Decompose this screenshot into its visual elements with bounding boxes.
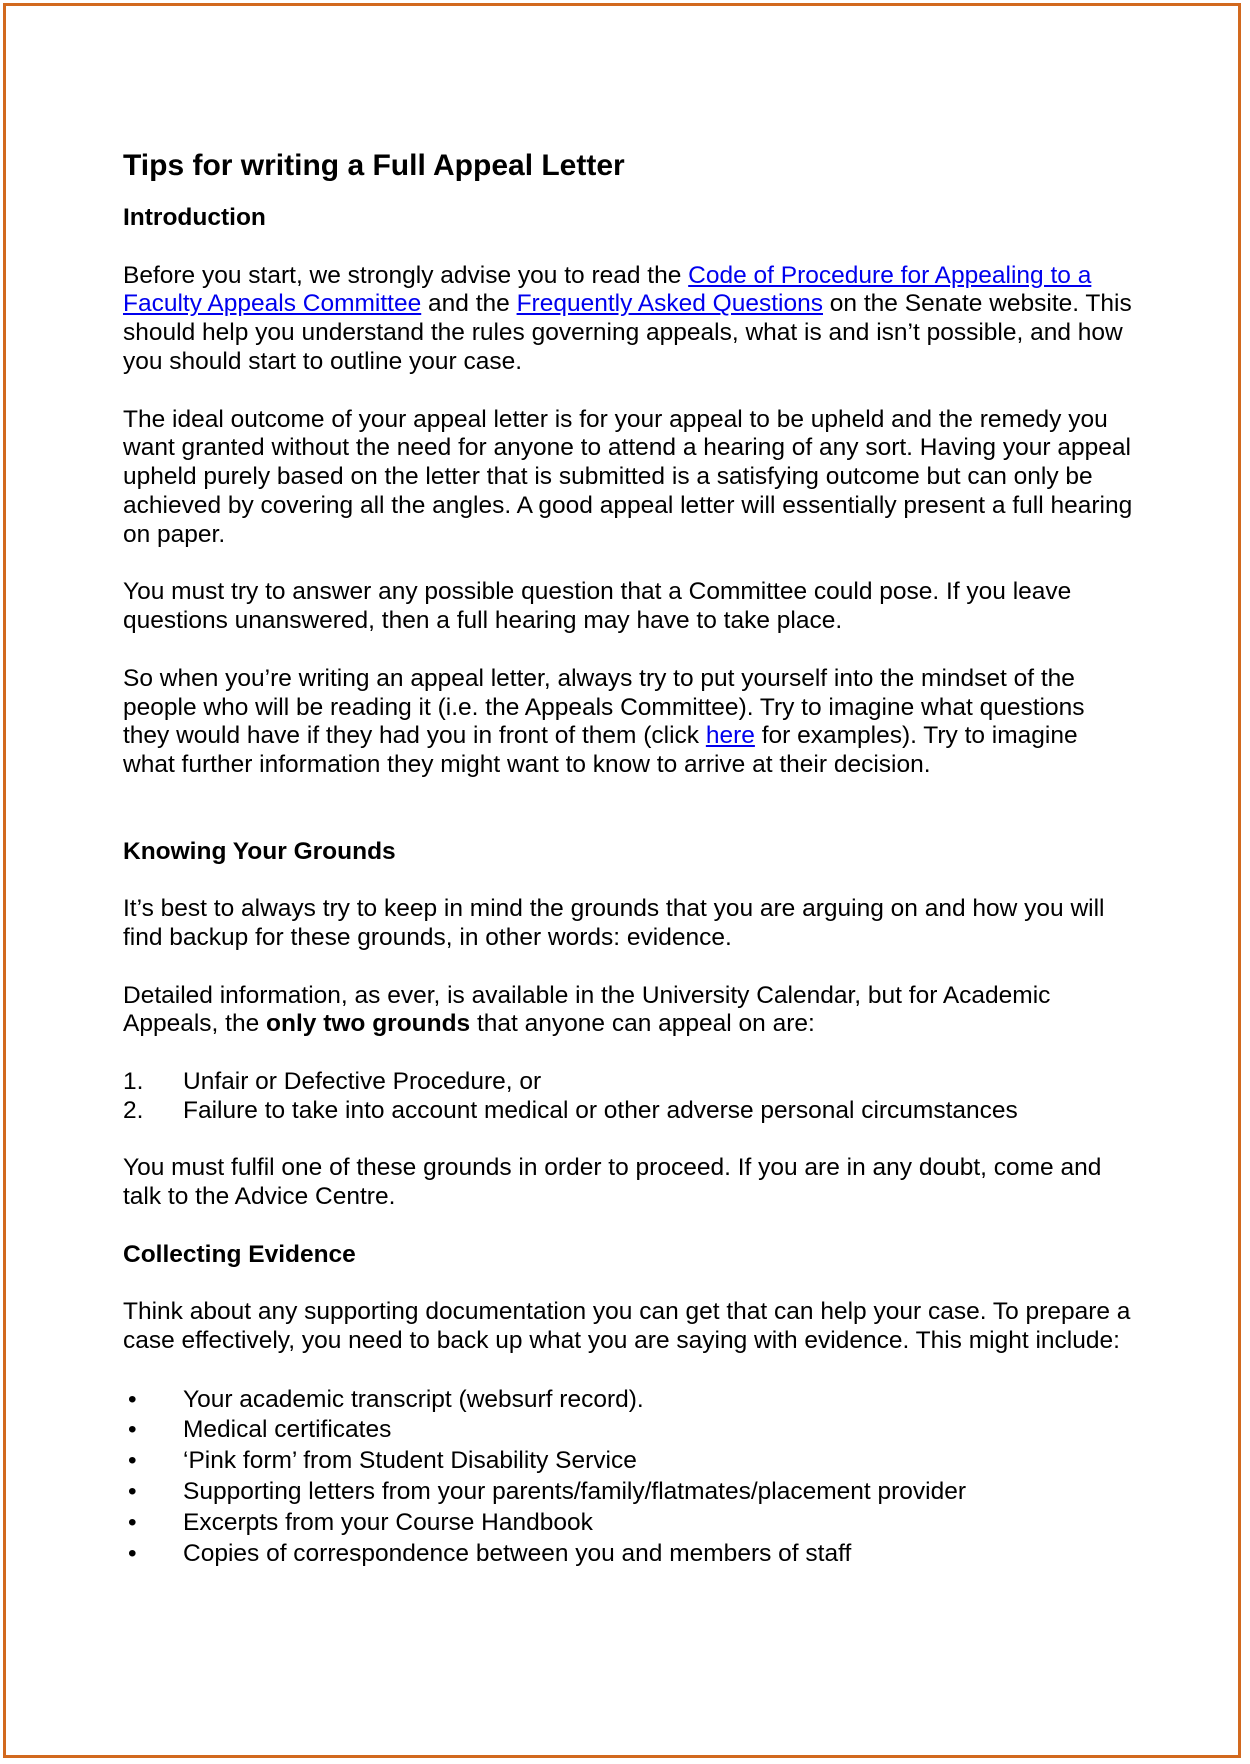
list-item: • Medical certificates <box>123 1415 1133 1446</box>
bullet-icon: • <box>128 1416 137 1444</box>
section-heading-evidence: Collecting Evidence <box>123 1240 356 1268</box>
examples-here-link[interactable]: here <box>705 722 755 750</box>
grounds-paragraph-2: Detailed information, as ever, is available in the University Calendar, but for Academic Appeals, the only two grounds that anyone can appeal on are: <box>123 981 1051 1038</box>
intro-paragraph-4: So when you’re writing an appeal letter, always try to put yourself into the mindset of the people who will be reading it (i.e. the Appeals Committee). Try to imagine what questions they would have if they had you in front of them (click here for examples). Try to imagine what further information they might want to know to arrive at their decision. <box>123 664 1085 779</box>
code-of-procedure-link[interactable]: Code of Procedure for Appealing to a Faculty Appeals Committee <box>123 261 1092 318</box>
section-heading-introduction: Introduction <box>123 204 266 231</box>
intro-paragraph-2: The ideal outcome of your appeal letter is for your appeal to be upheld and the remedy you want granted without the need for anyone to attend a hearing of any sort. Having your appeal upheld purely based on the letter that is submitted is a satisfying outcome but can only be achieved by covering all the angles. A good appeal letter will essentially present a full hearing on paper. <box>123 405 1133 548</box>
evidence-list <box>123 1385 1133 1570</box>
list-item: • Excerpts from your Course Handbook <box>123 1508 1133 1539</box>
intro-paragraph-1: Before you start, we strongly advise you to read the Code of Procedure for Appealing to a Faculty Appeals Committee and the Frequently Asked Questions on the Senate website. This should help you understand the rules governing appeals, what is and isn’t possible, and how you should start to outline your case. <box>123 261 1132 375</box>
evidence-paragraph-1: Think about any supporting documentation you can get that can help your case. To prepare a case effectively, you need to back up what you are saying with evidence. This might include: <box>123 1298 1131 1355</box>
list-number: 2. <box>123 1096 144 1124</box>
section-heading-grounds: Knowing Your Grounds <box>123 837 396 865</box>
list-item: • Copies of correspondence between you and members of staff <box>123 1539 1133 1570</box>
list-item: 1. Unfair or Defective Procedure, or <box>123 1067 542 1095</box>
grounds-list <box>123 1068 1133 1126</box>
grounds-paragraph-3: You must fulfil one of these grounds in order to proceed. If you are in any doubt, come and talk to the Advice Centre. <box>123 1154 1102 1211</box>
document-title: Tips for writing a Full Appeal Letter <box>123 149 625 182</box>
list-item: • ‘Pink form’ from Student Disability Service <box>123 1446 1133 1477</box>
bullet-icon: • <box>128 1385 137 1413</box>
faq-link[interactable]: Frequently Asked Questions <box>516 290 823 318</box>
list-number: 1. <box>123 1067 144 1095</box>
bullet-icon: • <box>128 1508 137 1536</box>
bullet-icon: • <box>128 1478 137 1506</box>
list-item: • Supporting letters from your parents/family/flatmates/placement provider <box>123 1477 1133 1508</box>
bullet-icon: • <box>128 1447 137 1475</box>
bullet-icon: • <box>128 1539 137 1567</box>
emphasis-only-two-grounds: only two grounds <box>266 1010 471 1038</box>
document-body <box>123 148 1133 1569</box>
intro-paragraph-3: You must try to answer any possible question that a Committee could pose. If you leave questions unanswered, then a full hearing may have to take place. <box>123 578 1072 635</box>
grounds-paragraph-1: It’s best to always try to keep in mind the grounds that you are arguing on and how you will find backup for these grounds, in other words: evidence. <box>123 895 1105 951</box>
list-item: 2. Failure to take into account medical or other adverse personal circumstances <box>123 1096 1018 1124</box>
list-item: • Your academic transcript (websurf record). <box>123 1385 1133 1416</box>
